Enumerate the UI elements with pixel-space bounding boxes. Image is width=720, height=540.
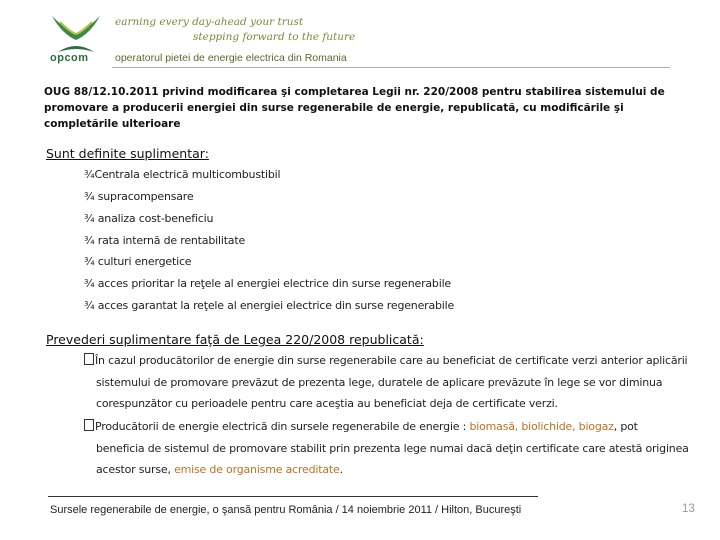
tagline-2: stepping forward to the future xyxy=(193,31,356,43)
definition-item: ¾ rata internă de rentabilitate xyxy=(84,234,246,247)
definitions-heading: Sunt definite suplimentar: xyxy=(46,146,209,161)
definition-item: ¾ supracompensare xyxy=(84,190,194,203)
provisions-heading: Prevederi suplimentare faţă de Legea 220/2008 republicată: xyxy=(46,332,424,347)
footer-divider xyxy=(48,496,538,497)
header-divider xyxy=(112,67,670,68)
brand-name: opcom xyxy=(50,52,89,64)
footer-text: Sursele regenerabile de energie, o şansă pentru România / 14 noiembrie 2011 / Hilton, Bucureşti xyxy=(50,504,522,516)
definition-item: ¾ culturi energetice xyxy=(84,255,192,268)
highlight-accredited: emise de organisme acreditate xyxy=(174,463,340,476)
definition-item: ¾ acces prioritar la reţele al energiei electrice din surse regenerabile xyxy=(84,277,451,290)
tagline-1: earning every day-ahead your trust xyxy=(115,16,304,28)
definition-item: ¾ acces garantat la reţele al energiei electrice din surse regenerabile xyxy=(84,299,455,312)
bullet-box-icon xyxy=(84,419,94,431)
operator-name: operatorul pietei de energie electrica din Romania xyxy=(115,52,347,64)
provision-paragraph-1: În cazul producătorilor de energie din surse regenerabile care au beneficiat de certificate verzi anterior aplicării sistemului de promovare prevăzut de prezenta lege, duratele de aplicare prevăzute în lege se vor diminua corespunzător cu perioadele pentru care aceştia au beneficiat deja de certificate verzi. xyxy=(84,350,694,415)
definition-item: ¾Centrala electrică multicombustibil xyxy=(84,168,281,181)
bullet-box-icon xyxy=(84,353,94,365)
definition-item: ¾ analiza cost-beneficiu xyxy=(84,212,214,225)
provision-paragraph-2: Producătorii de energie electrică din sursele regenerabile de energie : biomasă, biolichide, biogaz, pot beneficia de sistemul de promovare stabilit prin prezenta lege numai dacă deţin certificate care atestă originea acestor surse, emise de organisme acreditate. xyxy=(84,416,694,481)
page-title: OUG 88/12.10.2011 privind modificarea şi completarea Legii nr. 220/2008 pentru stabilirea sistemului de promovare a producerii energiei din surse regenerabile de energie, republicată, cu modificările şi completările ulterioare xyxy=(44,86,665,130)
page-number: 13 xyxy=(682,503,695,515)
highlight-biomass: biomasă, biolichide, biogaz xyxy=(469,420,614,433)
